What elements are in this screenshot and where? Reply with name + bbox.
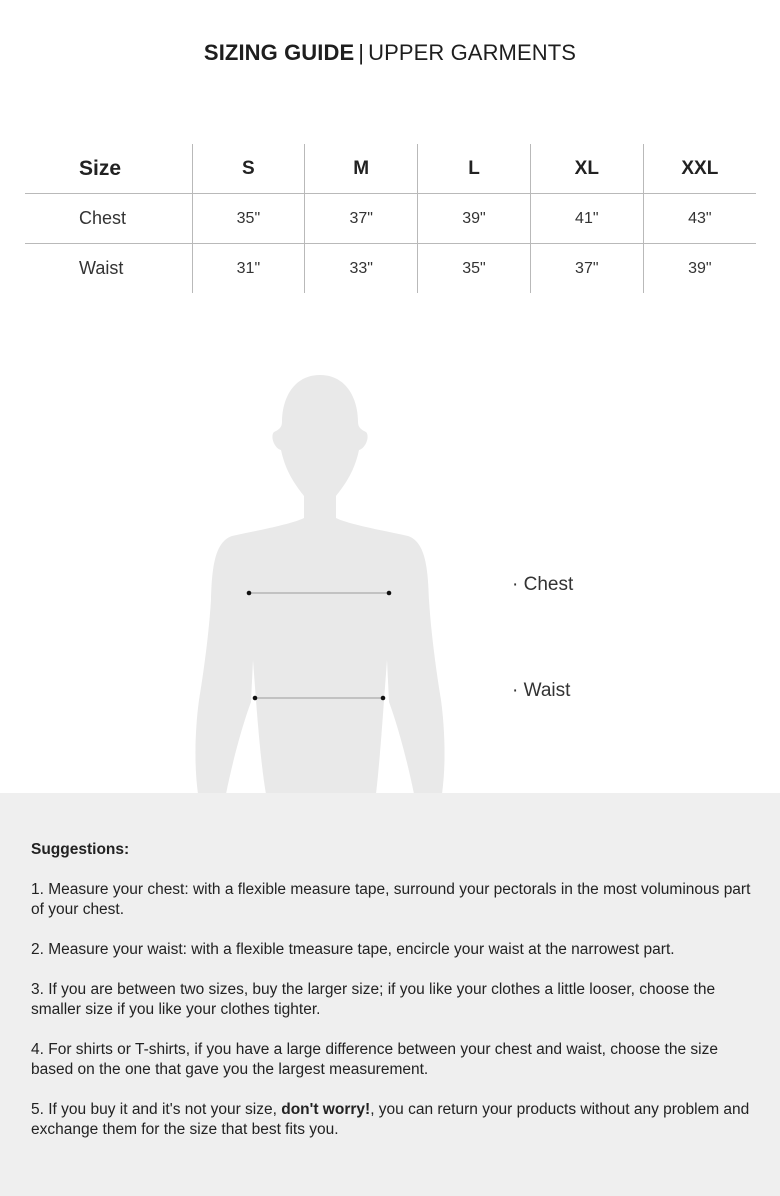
table-cell: 43" <box>643 194 756 244</box>
title-separator: | <box>358 40 365 65</box>
suggestion-number: 2. <box>31 941 44 958</box>
table-header-row <box>25 144 756 194</box>
row-label-chest: Chest <box>25 194 192 244</box>
suggestion-text: If you are between two sizes, buy the larger size; if you like your clothes a little looser, choose the smaller size if you like your clothes tighter. <box>31 981 716 1018</box>
suggestion-1 <box>31 880 753 920</box>
size-table <box>25 144 756 293</box>
suggestion-text: , you can return your products without any problem and exchange them for the size that best fits you. <box>31 1101 750 1138</box>
waist-dot-right <box>381 696 386 701</box>
suggestion-4 <box>31 1040 753 1080</box>
table-cell: 41" <box>530 194 643 244</box>
silhouette-body <box>195 375 444 794</box>
size-col-m: M <box>305 144 418 194</box>
chest-dot-left <box>247 591 252 596</box>
title-subtitle: UPPER GARMENTS <box>368 40 577 65</box>
suggestion-number: 5. <box>31 1101 44 1118</box>
suggestion-text: Measure your waist: with a flexible tmeasure tape, encircle your waist at the narrowest part. <box>48 941 675 958</box>
table-cell: 31" <box>192 244 305 294</box>
legend-waist: · Waist <box>512 680 571 701</box>
page-title <box>0 40 780 66</box>
suggestion-text: Measure your chest: with a flexible measure tape, surround your pectorals in the most voluminous part of your chest. <box>31 881 751 918</box>
table-row-waist <box>25 244 756 294</box>
suggestion-3 <box>31 980 753 1020</box>
table-cell: 39" <box>418 194 531 244</box>
size-col-xl: XL <box>530 144 643 194</box>
suggestion-number: 3. <box>31 981 44 998</box>
suggestion-emphasis: don't worry! <box>281 1101 371 1118</box>
table-cell: 39" <box>643 244 756 294</box>
table-cell: 37" <box>305 194 418 244</box>
suggestion-text: If you buy it and it's not your size, <box>43 1101 282 1118</box>
table-cell: 37" <box>530 244 643 294</box>
suggestion-5 <box>31 1100 753 1140</box>
table-cell: 35" <box>192 194 305 244</box>
suggestions-title: Suggestions: <box>31 841 130 858</box>
suggestion-text: For shirts or T-shirts, if you have a large difference between your chest and waist, choose the size based on the one that gave you the largest measurement. <box>31 1041 718 1078</box>
chest-dot-right <box>387 591 392 596</box>
suggestion-number: 4. <box>31 1041 44 1058</box>
waist-dot-left <box>253 696 258 701</box>
table-row-chest <box>25 194 756 244</box>
size-header-label: Size <box>79 156 122 180</box>
table-cell: 33" <box>305 244 418 294</box>
body-silhouette-figure <box>190 370 450 800</box>
silhouette-svg <box>190 370 450 800</box>
size-col-l: L <box>418 144 531 194</box>
row-label-waist: Waist <box>25 244 192 294</box>
size-col-xxl: XXL <box>643 144 756 194</box>
title-main: SIZING GUIDE <box>203 40 355 65</box>
legend-chest: · Chest <box>512 574 574 595</box>
suggestion-number: 1. <box>31 881 44 898</box>
table-cell: 35" <box>418 244 531 294</box>
size-col-s: S <box>192 144 305 194</box>
suggestion-2 <box>31 940 753 960</box>
